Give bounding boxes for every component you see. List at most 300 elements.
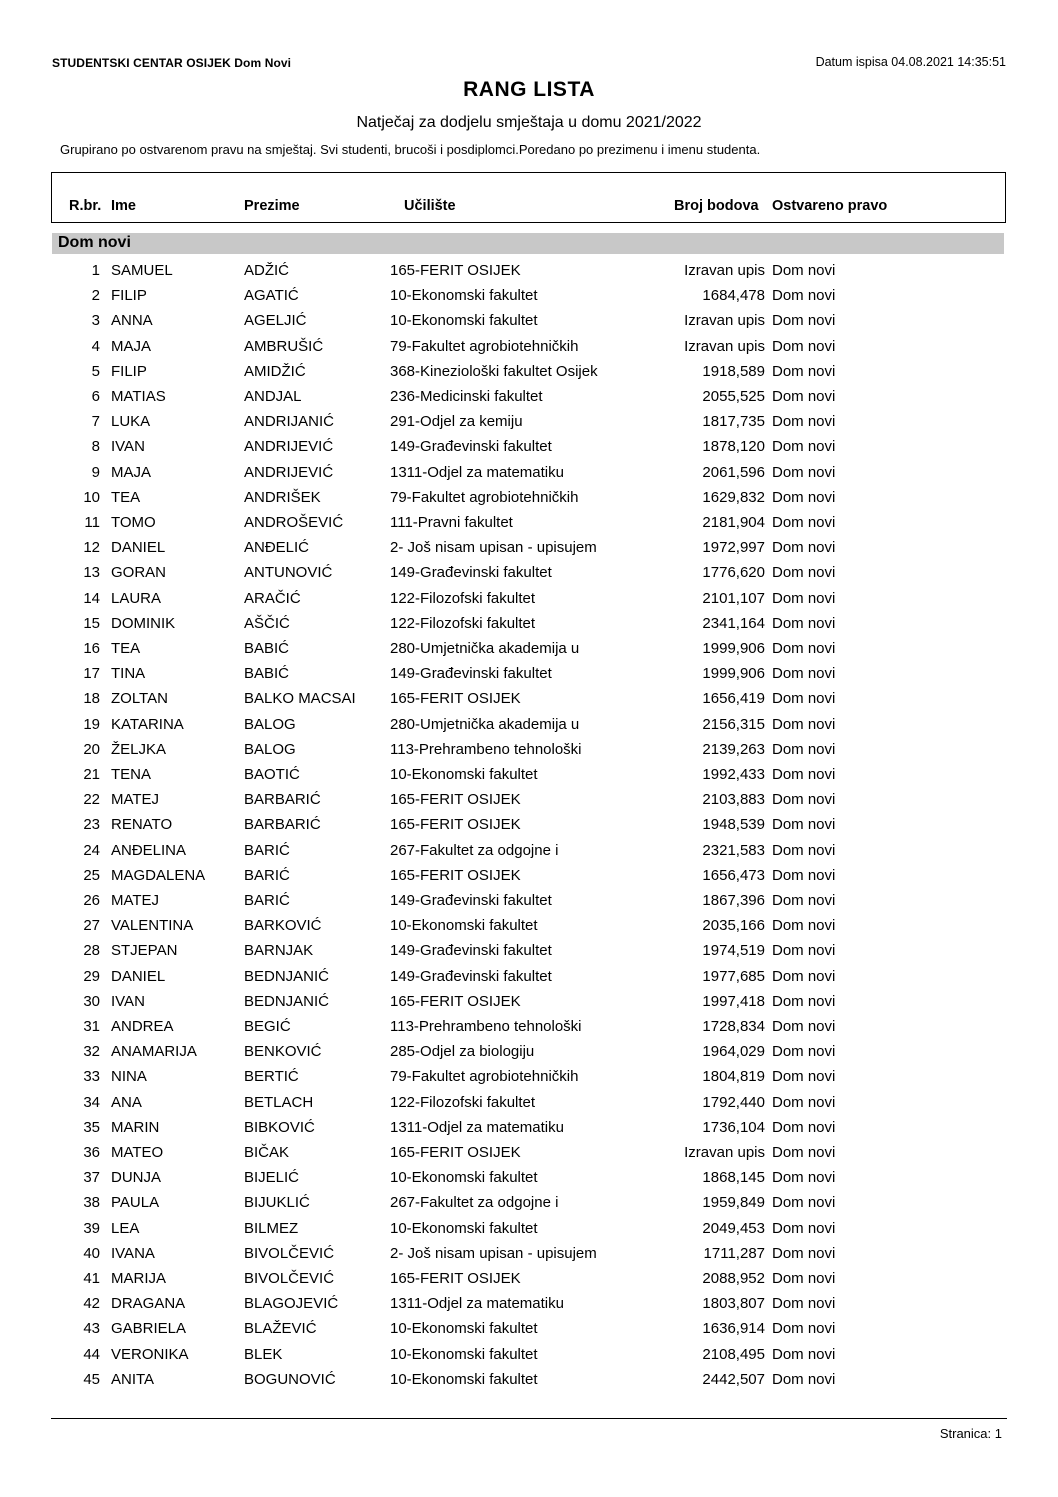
- column-header-rbr: R.br.: [69, 198, 102, 214]
- cell-pravo: Dom novi: [772, 917, 836, 935]
- cell-ime: FILIP: [111, 287, 147, 305]
- cell-pravo: Dom novi: [772, 1295, 836, 1313]
- cell-pravo: Dom novi: [772, 463, 836, 481]
- cell-uciliste: 149-Građevinski fakultet: [390, 665, 552, 683]
- cell-prezime: ADŽIĆ: [244, 262, 289, 279]
- cell-uciliste: 165-FERIT OSIJEK: [390, 262, 521, 279]
- cell-rbr: 20: [83, 740, 100, 758]
- cell-uciliste: 113-Prehrambeno tehnološki: [390, 1018, 582, 1035]
- cell-bodovi: 2103,883: [702, 791, 765, 809]
- cell-pravo: Dom novi: [772, 1270, 836, 1287]
- cell-prezime: BIBKOVIĆ: [244, 1118, 315, 1136]
- cell-pravo: Dom novi: [772, 312, 836, 330]
- cell-pravo: Dom novi: [772, 438, 836, 456]
- cell-pravo: Dom novi: [772, 1093, 836, 1111]
- cell-pravo: Dom novi: [772, 1370, 836, 1388]
- cell-ime: NINA: [111, 1068, 147, 1086]
- cell-ime: GABRIELA: [111, 1320, 187, 1338]
- cell-rbr: 44: [83, 1345, 100, 1363]
- cell-bodovi: 2049,453: [702, 1219, 765, 1237]
- cell-uciliste: 111-Pravni fakultet: [390, 514, 513, 531]
- table-row: [0, 1346, 1058, 1370]
- table-row: [0, 615, 1058, 639]
- cell-pravo: Dom novi: [772, 514, 836, 531]
- table-row: [0, 791, 1058, 815]
- cell-bodovi: 1629,832: [702, 488, 765, 506]
- cell-bodovi: 1736,104: [702, 1118, 765, 1136]
- cell-pravo: Dom novi: [772, 564, 836, 582]
- cell-bodovi: 1804,819: [702, 1068, 765, 1086]
- cell-rbr: 18: [83, 690, 100, 708]
- table-row: [0, 262, 1058, 286]
- cell-pravo: Dom novi: [772, 766, 836, 783]
- cell-ime: TEA: [111, 488, 141, 506]
- cell-bodovi: 1999,906: [702, 665, 765, 683]
- table-row: [0, 287, 1058, 311]
- cell-ime: LEA: [111, 1219, 140, 1237]
- cell-ime: ANDREA: [111, 1018, 174, 1035]
- cell-prezime: BETLACH: [244, 1093, 314, 1111]
- cell-rbr: 1: [91, 262, 100, 279]
- cell-bodovi: 1792,440: [702, 1093, 765, 1111]
- cell-prezime: AMBRUŠIĆ: [244, 337, 324, 355]
- table-row: [0, 1270, 1058, 1294]
- table-row: [0, 489, 1058, 513]
- cell-pravo: Dom novi: [772, 1320, 836, 1338]
- cell-prezime: ARAČIĆ: [244, 589, 301, 607]
- cell-bodovi: 1878,120: [702, 438, 765, 456]
- table-row: [0, 539, 1058, 563]
- cell-uciliste: 165-FERIT OSIJEK: [390, 1144, 521, 1161]
- cell-prezime: BENKOVIĆ: [244, 1043, 322, 1061]
- cell-prezime: ANDRIJEVIĆ: [244, 438, 334, 456]
- cell-bodovi: 1656,473: [702, 866, 765, 884]
- cell-ime: ZOLTAN: [111, 690, 168, 708]
- cell-pravo: Dom novi: [772, 866, 836, 884]
- cell-prezime: BEDNJANIĆ: [244, 992, 330, 1010]
- cell-prezime: BALOG: [244, 715, 296, 733]
- cell-uciliste: 122-Filozofski fakultet: [390, 1093, 536, 1111]
- table-row: [0, 1018, 1058, 1042]
- cell-bodovi: 1728,834: [702, 1018, 765, 1035]
- table-row: [0, 816, 1058, 840]
- cell-pravo: Dom novi: [772, 388, 836, 405]
- cell-pravo: Dom novi: [772, 740, 836, 758]
- cell-bodovi: 1776,620: [702, 564, 765, 582]
- cell-prezime: AŠČIĆ: [244, 614, 290, 632]
- cell-rbr: 8: [91, 438, 100, 456]
- cell-prezime: BIVOLČEVIĆ: [244, 1244, 335, 1262]
- cell-rbr: 12: [83, 539, 100, 557]
- cell-pravo: Dom novi: [772, 1018, 836, 1035]
- cell-ime: DOMINIK: [111, 614, 176, 632]
- column-header-bodovi: Broj bodova: [674, 198, 759, 214]
- cell-uciliste: 291-Odjel za kemiju: [390, 413, 523, 431]
- column-header-pravo: Ostvareno pravo: [772, 198, 888, 214]
- cell-ime: TOMO: [111, 514, 156, 531]
- table-row: [0, 388, 1058, 412]
- cell-bodovi: 1977,685: [702, 967, 765, 985]
- table-row: [0, 1144, 1058, 1168]
- table-row: [0, 1169, 1058, 1193]
- cell-pravo: Dom novi: [772, 614, 836, 632]
- column-header-prezime: Prezime: [244, 198, 300, 214]
- cell-uciliste: 280-Umjetnička akademija u: [390, 640, 580, 657]
- table-row: [0, 917, 1058, 941]
- cell-pravo: Dom novi: [772, 715, 836, 733]
- table-row: [0, 1245, 1058, 1269]
- cell-prezime: BALOG: [244, 740, 296, 758]
- cell-rbr: 16: [83, 640, 100, 657]
- cell-uciliste: 149-Građevinski fakultet: [390, 892, 552, 909]
- cell-pravo: Dom novi: [772, 1219, 836, 1237]
- cell-uciliste: 122-Filozofski fakultet: [390, 614, 536, 632]
- cell-bodovi: 2088,952: [702, 1270, 765, 1287]
- cell-rbr: 13: [83, 564, 100, 582]
- cell-bodovi: 2108,495: [702, 1345, 765, 1363]
- cell-prezime: BEDNJANIĆ: [244, 967, 330, 985]
- cell-ime: MATEJ: [111, 791, 160, 809]
- cell-prezime: BARKOVIĆ: [244, 917, 322, 935]
- table-row: [0, 1068, 1058, 1092]
- cell-bodovi: 1964,029: [702, 1043, 765, 1061]
- cell-prezime: BARIĆ: [244, 866, 290, 884]
- cell-ime: MARIJA: [111, 1270, 167, 1287]
- cell-bodovi: 1959,849: [702, 1194, 765, 1212]
- cell-pravo: Dom novi: [772, 665, 836, 683]
- cell-bodovi: 1803,807: [702, 1295, 765, 1313]
- table-row: [0, 867, 1058, 891]
- table-row: [0, 716, 1058, 740]
- cell-uciliste: 79-Fakultet agrobiotehničkih: [390, 488, 579, 506]
- table-row: [0, 968, 1058, 992]
- cell-ime: SAMUEL: [111, 262, 173, 279]
- cell-ime: MAGDALENA: [111, 866, 206, 884]
- cell-uciliste: 10-Ekonomski fakultet: [390, 1370, 538, 1388]
- cell-uciliste: 122-Filozofski fakultet: [390, 589, 536, 607]
- cell-bodovi: 2156,315: [702, 715, 765, 733]
- cell-prezime: ANĐELIĆ: [244, 539, 310, 557]
- cell-uciliste: 1311-Odjel za matematiku: [390, 1118, 564, 1136]
- cell-ime: DANIEL: [111, 539, 166, 557]
- cell-prezime: BEGIĆ: [244, 1018, 291, 1035]
- cell-prezime: BARBARIĆ: [244, 816, 321, 834]
- table-row: [0, 564, 1058, 588]
- document-subtitle: Natječaj za dodjelu smještaja u domu 2021/2022: [356, 114, 702, 131]
- cell-bodovi: 2321,583: [702, 841, 765, 859]
- cell-bodovi: 1997,418: [702, 992, 765, 1010]
- cell-bodovi: 1867,396: [702, 892, 765, 909]
- cell-bodovi: 1684,478: [702, 287, 765, 305]
- cell-uciliste: 165-FERIT OSIJEK: [390, 690, 521, 708]
- table-row: [0, 464, 1058, 488]
- table-row: [0, 1220, 1058, 1244]
- cell-pravo: Dom novi: [772, 690, 836, 708]
- cell-uciliste: 10-Ekonomski fakultet: [390, 1169, 538, 1187]
- cell-rbr: 40: [83, 1244, 100, 1262]
- cell-prezime: BIVOLČEVIĆ: [244, 1270, 335, 1287]
- cell-rbr: 32: [83, 1043, 100, 1061]
- cell-uciliste: 149-Građevinski fakultet: [390, 967, 552, 985]
- cell-ime: DANIEL: [111, 967, 166, 985]
- cell-ime: IVAN: [111, 992, 145, 1010]
- cell-uciliste: 267-Fakultet za odgojne i: [390, 1194, 559, 1212]
- cell-bodovi: 1636,914: [702, 1320, 765, 1338]
- cell-ime: ANĐELINA: [111, 841, 187, 859]
- cell-bodovi: Izravan upis: [684, 1144, 765, 1161]
- cell-ime: GORAN: [111, 564, 167, 582]
- cell-pravo: Dom novi: [772, 337, 836, 355]
- cell-ime: IVANA: [111, 1244, 155, 1262]
- table-row: [0, 1094, 1058, 1118]
- cell-pravo: Dom novi: [772, 992, 836, 1010]
- cell-ime: IVAN: [111, 438, 145, 456]
- cell-rbr: 5: [91, 362, 100, 380]
- cell-pravo: Dom novi: [772, 262, 836, 279]
- cell-prezime: BAOTIĆ: [244, 766, 300, 783]
- footer-divider: [51, 1418, 1007, 1419]
- cell-prezime: BLAŽEVIĆ: [244, 1320, 317, 1338]
- cell-pravo: Dom novi: [772, 1144, 836, 1161]
- cell-prezime: ANDRIŠEK: [244, 488, 321, 506]
- print-date: Datum ispisa 04.08.2021 14:35:51: [815, 55, 1006, 69]
- cell-rbr: 31: [83, 1018, 100, 1035]
- cell-prezime: BALKO MACSAI: [244, 690, 356, 708]
- cell-rbr: 28: [83, 942, 100, 960]
- table-row: [0, 766, 1058, 790]
- cell-bodovi: 1972,997: [702, 539, 765, 557]
- cell-pravo: Dom novi: [772, 1118, 836, 1136]
- cell-ime: MARIN: [111, 1118, 160, 1136]
- table-row: [0, 640, 1058, 664]
- cell-ime: TINA: [111, 665, 146, 683]
- cell-ime: LUKA: [111, 413, 151, 431]
- cell-pravo: Dom novi: [772, 1068, 836, 1086]
- cell-rbr: 26: [83, 892, 100, 909]
- cell-pravo: Dom novi: [772, 1169, 836, 1187]
- cell-rbr: 23: [83, 816, 100, 834]
- cell-prezime: ANDJAL: [244, 388, 302, 405]
- cell-uciliste: 165-FERIT OSIJEK: [390, 791, 521, 809]
- cell-uciliste: 285-Odjel za biologiju: [390, 1043, 535, 1061]
- table-row: [0, 1295, 1058, 1319]
- cell-ime: LAURA: [111, 589, 162, 607]
- cell-prezime: ANDROŠEVIĆ: [244, 514, 344, 531]
- cell-prezime: ANDRIJEVIĆ: [244, 463, 334, 481]
- cell-uciliste: 280-Umjetnička akademija u: [390, 715, 580, 733]
- cell-uciliste: 165-FERIT OSIJEK: [390, 992, 521, 1010]
- cell-pravo: Dom novi: [772, 362, 836, 380]
- cell-uciliste: 10-Ekonomski fakultet: [390, 312, 538, 330]
- cell-rbr: 38: [83, 1194, 100, 1212]
- table-row: [0, 892, 1058, 916]
- table-row: [0, 842, 1058, 866]
- cell-pravo: Dom novi: [772, 1345, 836, 1363]
- cell-rbr: 45: [83, 1370, 100, 1388]
- cell-bodovi: 2181,904: [702, 514, 765, 531]
- cell-ime: ANA: [111, 1093, 142, 1111]
- cell-uciliste: 10-Ekonomski fakultet: [390, 1345, 538, 1363]
- cell-rbr: 34: [83, 1093, 100, 1111]
- grouping-note: Grupirano po ostvarenom pravu na smještaj. Svi studenti, brucoši i posdiplomci.Poredano po prezimenu i imenu studenta.: [60, 142, 761, 157]
- cell-uciliste: 113-Prehrambeno tehnološki: [390, 740, 582, 758]
- cell-rbr: 11: [84, 514, 100, 531]
- cell-uciliste: 236-Medicinski fakultet: [390, 388, 543, 405]
- cell-uciliste: 10-Ekonomski fakultet: [390, 917, 538, 935]
- table-row: [0, 338, 1058, 362]
- cell-bodovi: 1948,539: [702, 816, 765, 834]
- cell-bodovi: 2055,525: [702, 388, 765, 405]
- table-row: [0, 413, 1058, 437]
- table-row: [0, 312, 1058, 336]
- table-row: [0, 363, 1058, 387]
- cell-ime: KATARINA: [111, 715, 184, 733]
- page-number: Stranica: 1: [939, 1426, 1002, 1441]
- cell-prezime: BARNJAK: [244, 942, 314, 960]
- cell-bodovi: 1868,145: [702, 1169, 765, 1187]
- cell-rbr: 10: [83, 488, 100, 506]
- document-title: RANG LISTA: [463, 78, 595, 101]
- table-row: [0, 1119, 1058, 1143]
- table-row: [0, 741, 1058, 765]
- cell-rbr: 36: [83, 1144, 100, 1161]
- table-row: [0, 665, 1058, 689]
- cell-ime: FILIP: [111, 362, 147, 380]
- cell-bodovi: 2035,166: [702, 917, 765, 935]
- cell-ime: ANNA: [111, 312, 153, 330]
- cell-bodovi: 2061,596: [702, 463, 765, 481]
- cell-pravo: Dom novi: [772, 589, 836, 607]
- table-header: [51, 172, 1006, 223]
- cell-bodovi: 1999,906: [702, 640, 765, 657]
- cell-prezime: AMIDŽIĆ: [244, 362, 306, 380]
- group-label: Dom novi: [58, 234, 131, 251]
- cell-rbr: 19: [83, 715, 100, 733]
- cell-rbr: 43: [83, 1320, 100, 1338]
- table-row: [0, 1043, 1058, 1067]
- cell-uciliste: 10-Ekonomski fakultet: [390, 1219, 538, 1237]
- table-row: [0, 1320, 1058, 1344]
- cell-rbr: 30: [83, 992, 100, 1010]
- cell-prezime: BLAGOJEVIĆ: [244, 1295, 339, 1313]
- cell-ime: PAULA: [111, 1194, 160, 1212]
- cell-bodovi: 1711,287: [703, 1244, 765, 1262]
- cell-ime: VALENTINA: [111, 917, 194, 935]
- cell-pravo: Dom novi: [772, 1043, 836, 1061]
- cell-ime: MAJA: [111, 337, 152, 355]
- cell-bodovi: 2442,507: [702, 1370, 765, 1388]
- cell-rbr: 15: [83, 614, 100, 632]
- cell-uciliste: 10-Ekonomski fakultet: [390, 766, 538, 783]
- cell-rbr: 7: [91, 413, 100, 431]
- cell-prezime: BIJUKLIĆ: [244, 1194, 310, 1212]
- cell-uciliste: 368-Kineziološki fakultet Osijek: [390, 362, 598, 380]
- table-row: [0, 942, 1058, 966]
- cell-rbr: 42: [83, 1295, 100, 1313]
- cell-pravo: Dom novi: [772, 841, 836, 859]
- cell-prezime: BIČAK: [244, 1144, 290, 1161]
- cell-ime: MAJA: [111, 463, 152, 481]
- table-row: [0, 438, 1058, 462]
- cell-prezime: BARIĆ: [244, 892, 290, 909]
- table-row: [0, 514, 1058, 538]
- cell-pravo: Dom novi: [772, 413, 836, 431]
- cell-prezime: BIJELIĆ: [244, 1169, 300, 1187]
- cell-pravo: Dom novi: [772, 1244, 836, 1262]
- cell-pravo: Dom novi: [772, 1194, 836, 1212]
- cell-uciliste: 149-Građevinski fakultet: [390, 438, 552, 456]
- cell-uciliste: 1311-Odjel za matematiku: [390, 463, 564, 481]
- cell-rbr: 35: [83, 1118, 100, 1136]
- cell-uciliste: 149-Građevinski fakultet: [390, 564, 552, 582]
- cell-ime: MATEO: [111, 1144, 164, 1161]
- cell-rbr: 2: [91, 287, 100, 305]
- cell-uciliste: 2- Još nisam upisan - upisujem: [390, 1244, 597, 1262]
- cell-uciliste: 165-FERIT OSIJEK: [390, 866, 521, 884]
- cell-prezime: BARBARIĆ: [244, 791, 321, 809]
- cell-pravo: Dom novi: [772, 967, 836, 985]
- cell-prezime: BABIĆ: [244, 665, 290, 683]
- column-header-ime: Ime: [111, 198, 136, 214]
- cell-ime: ŽELJKA: [111, 740, 167, 758]
- cell-rbr: 3: [91, 312, 100, 330]
- cell-ime: VERONIKA: [111, 1345, 189, 1363]
- cell-rbr: 37: [83, 1169, 100, 1187]
- cell-ime: DRAGANA: [111, 1295, 186, 1313]
- cell-prezime: BILMEZ: [244, 1219, 299, 1237]
- cell-uciliste: 10-Ekonomski fakultet: [390, 1320, 538, 1338]
- cell-pravo: Dom novi: [772, 640, 836, 657]
- table-row: [0, 1371, 1058, 1395]
- cell-ime: ANITA: [111, 1370, 155, 1388]
- cell-bodovi: 2341,164: [702, 614, 765, 632]
- cell-uciliste: 10-Ekonomski fakultet: [390, 287, 538, 305]
- group-header: [52, 233, 1004, 254]
- cell-prezime: ANDRIJANIĆ: [244, 413, 335, 431]
- cell-ime: STJEPAN: [111, 942, 178, 960]
- cell-rbr: 33: [83, 1068, 100, 1086]
- cell-pravo: Dom novi: [772, 816, 836, 834]
- cell-ime: TENA: [111, 766, 152, 783]
- cell-rbr: 14: [83, 589, 100, 607]
- table-row: [0, 690, 1058, 714]
- cell-uciliste: 149-Građevinski fakultet: [390, 942, 552, 960]
- cell-rbr: 25: [83, 866, 100, 884]
- cell-rbr: 39: [83, 1219, 100, 1237]
- cell-ime: MATEJ: [111, 892, 160, 909]
- cell-prezime: AGELJIĆ: [244, 312, 307, 330]
- cell-prezime: BABIĆ: [244, 640, 290, 657]
- cell-bodovi: 1817,735: [702, 413, 765, 431]
- cell-bodovi: Izravan upis: [684, 337, 765, 355]
- cell-prezime: AGATIĆ: [244, 287, 299, 305]
- cell-bodovi: 1656,419: [702, 690, 765, 708]
- cell-bodovi: 2139,263: [702, 740, 765, 758]
- cell-prezime: BARIĆ: [244, 841, 290, 859]
- table-row: [0, 590, 1058, 614]
- cell-rbr: 29: [83, 967, 100, 985]
- cell-rbr: 41: [83, 1270, 100, 1287]
- cell-prezime: BOGUNOVIĆ: [244, 1370, 336, 1388]
- cell-rbr: 6: [91, 388, 100, 405]
- cell-pravo: Dom novi: [772, 942, 836, 960]
- cell-pravo: Dom novi: [772, 892, 836, 909]
- cell-rbr: 9: [91, 463, 100, 481]
- cell-rbr: 21: [83, 766, 100, 783]
- cell-uciliste: 165-FERIT OSIJEK: [390, 816, 521, 834]
- cell-bodovi: 1992,433: [702, 766, 765, 783]
- cell-rbr: 17: [83, 665, 100, 683]
